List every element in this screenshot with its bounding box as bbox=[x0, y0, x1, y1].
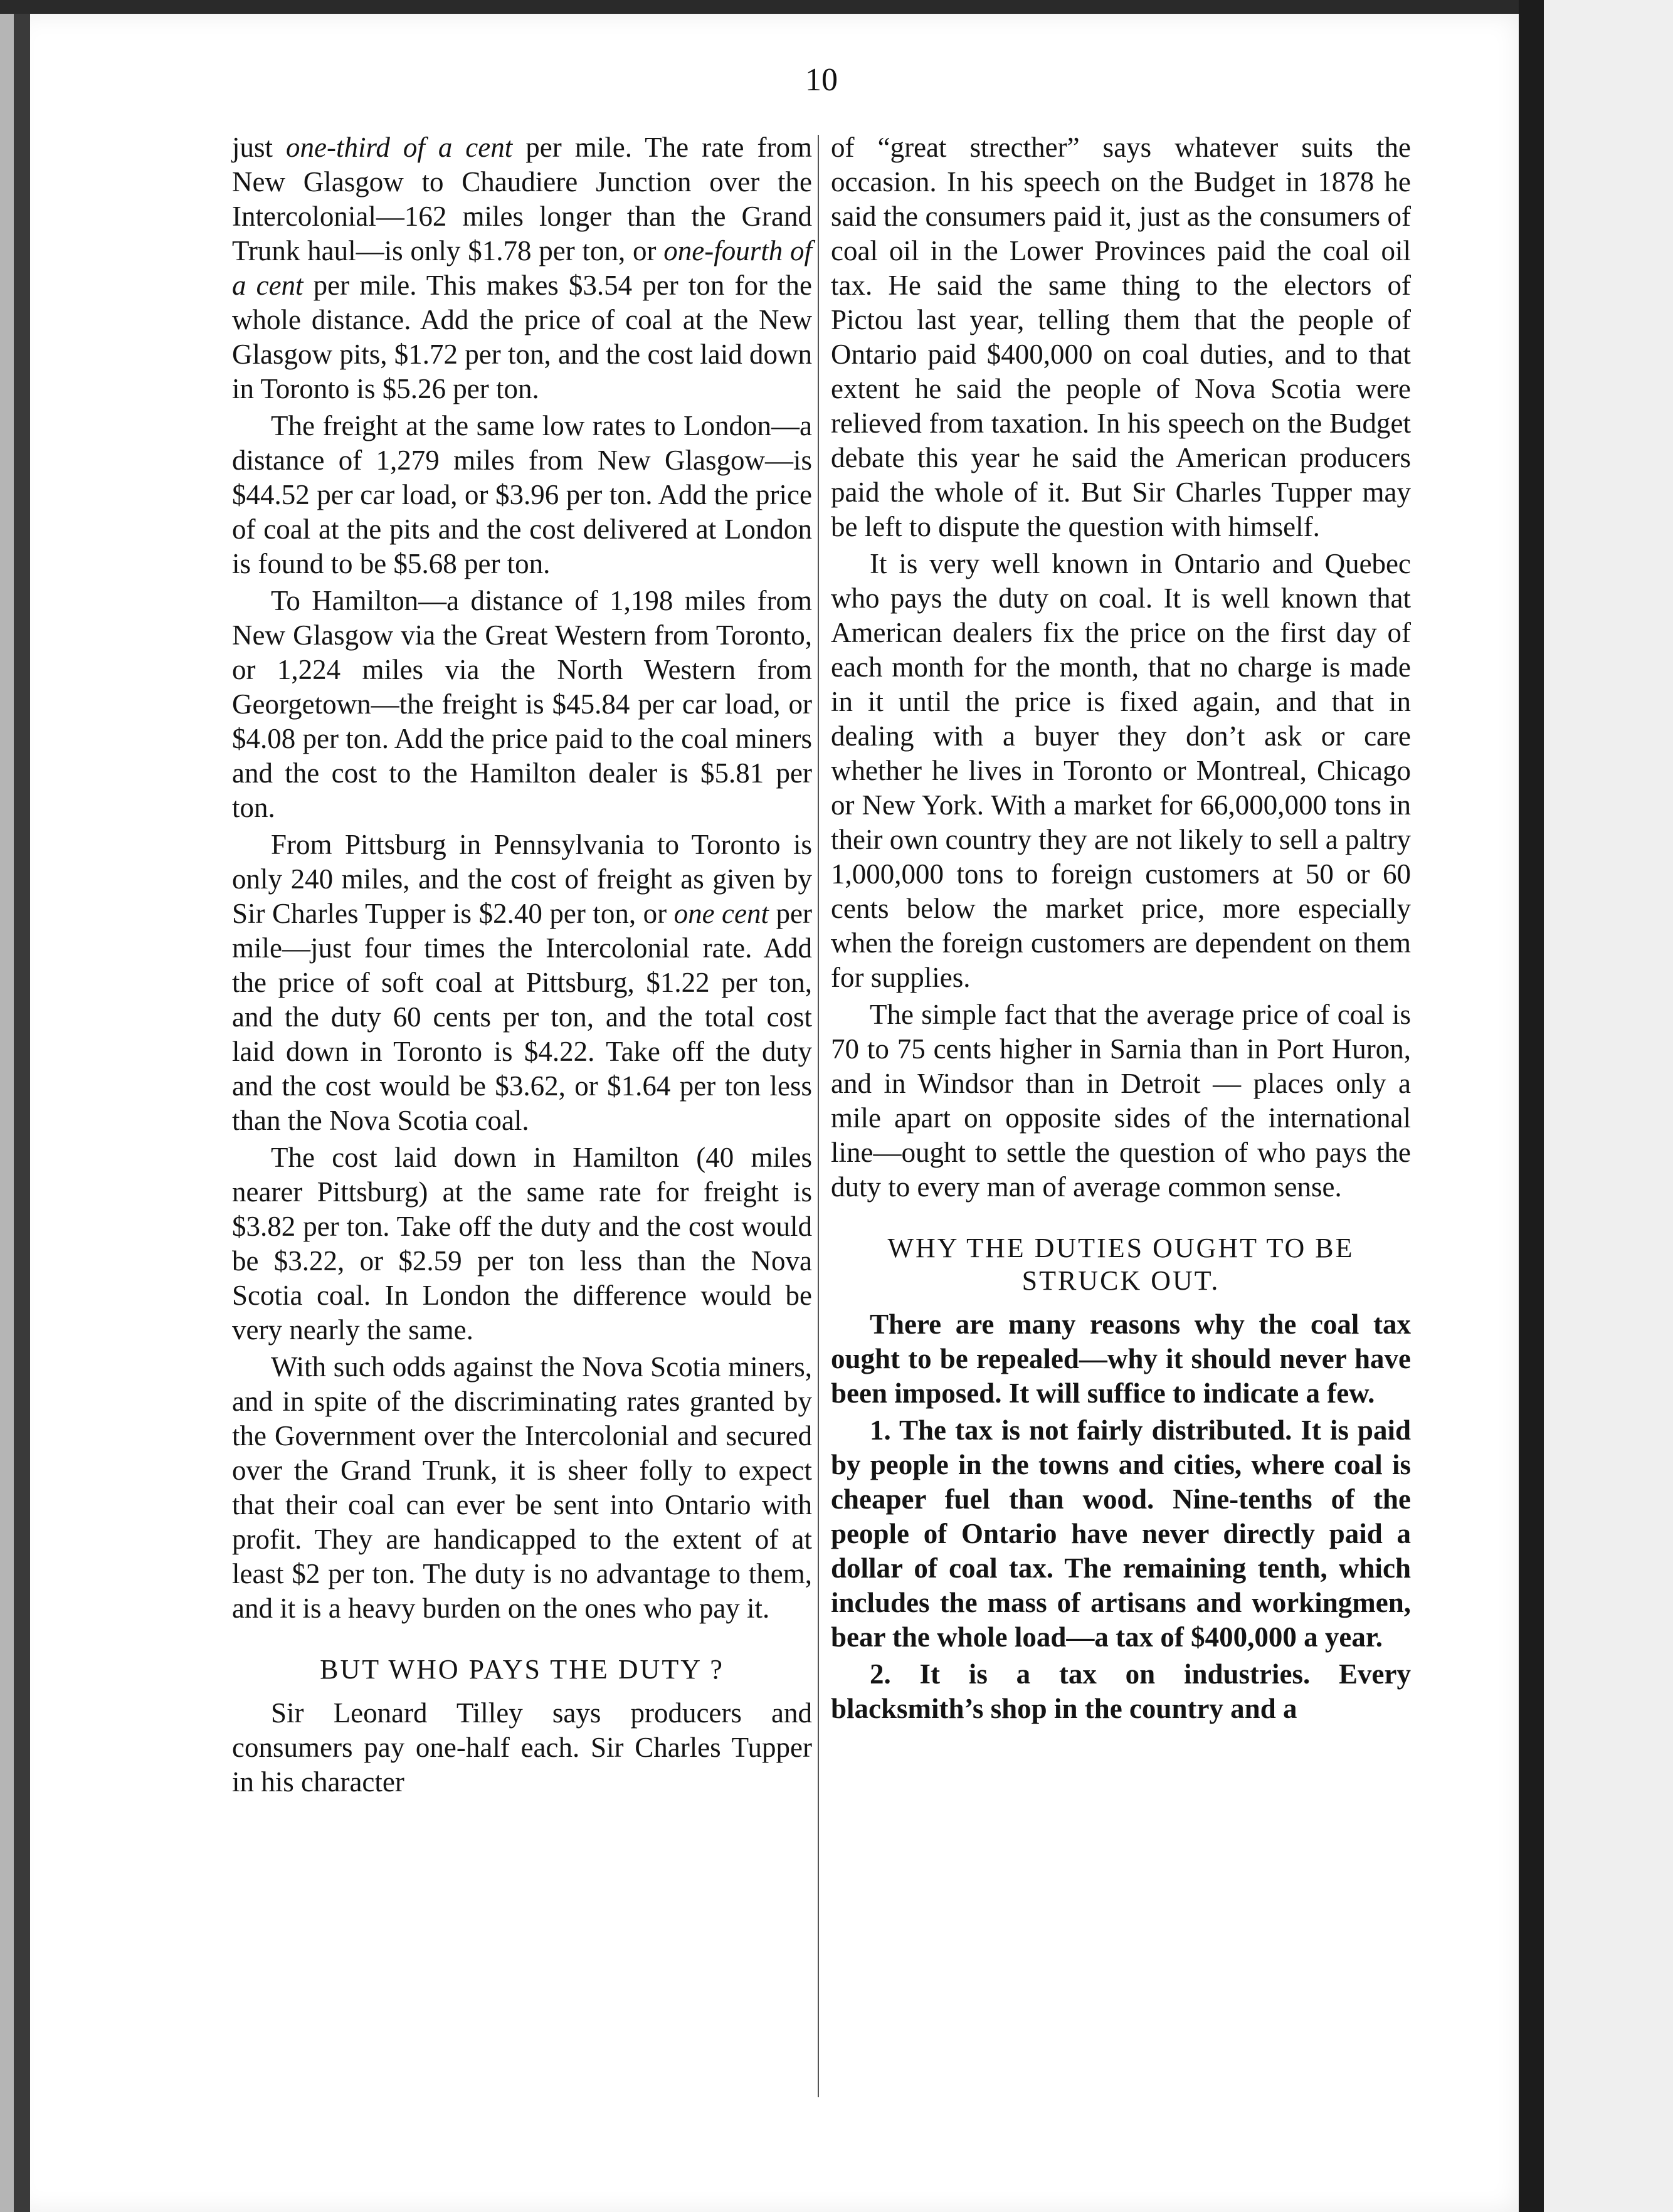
paragraph bbox=[232, 828, 812, 1138]
paragraph bbox=[831, 547, 1411, 995]
paragraph bbox=[232, 1350, 812, 1626]
left-column bbox=[232, 130, 812, 1799]
text-run: 2. It is a tax on industries. Every blacksmith’s shop in the country and a bbox=[831, 1658, 1411, 1724]
text-run: There are many reasons why the coal tax ought to be repealed—why it should never have been imposed. It will suffice to indicate a few. bbox=[831, 1309, 1411, 1409]
right-column bbox=[831, 130, 1411, 1726]
text-run: The cost laid down in Hamilton (40 miles nearer Pittsburg) at the same rate for freight is $3.82 per ton. Take off the duty and the cost would be $3.22, or $2.59 per ton less than the Nova Scotia coal. In London the difference would be very nearly the same. bbox=[232, 1142, 812, 1346]
column-divider bbox=[818, 135, 819, 2097]
page-number: 10 bbox=[805, 62, 838, 98]
binding-gutter bbox=[1519, 0, 1544, 2212]
text-run: just bbox=[232, 132, 287, 163]
left-column-body bbox=[232, 130, 812, 1626]
paragraph bbox=[232, 1696, 812, 1799]
text-run: of “great strecther” says whatever suits the occasion. In his speech on the Budget in 1878 he said the consumers paid it, just as the consumers of coal oil in the Lower Provinces paid the coal oil tax. He said the same thing to the electors of Pictou last year, telling them that the people of Ontario paid $400,000 on coal duties, and to that extent he said the people of Nova Scotia were relieved from taxation. In his speech on the Budget debate this year he said the American producers paid the whole of it. But Sir Charles Tupper may be left to dispute the question with himself. bbox=[831, 132, 1411, 542]
right-column-body bbox=[831, 130, 1411, 1204]
text-run: It is very well known in Ontario and Quebec who pays the duty on coal. It is well known that American dealers fix the price on the first day of each month for the month, that no charge is made in it until the price is fixed again, and that in dealing with a buyer they don’t ask or care whether he lives in Toronto or Montreal, Chicago or New York. With a market for 66,000,000 tons in their own country they are not likely to sell a paltry 1,000,000 tons to foreign customers at 50 or 60 cents below the market price, more especially when the foreign customers are dependent on them for supplies. bbox=[831, 548, 1411, 993]
text-run: The freight at the same low rates to London—a distance of 1,279 miles from New Glasgow—is $44.52 per car load, or $3.96 per ton. Add the price of coal at the pits and the cost delivered at London is found to be $5.68 per ton. bbox=[232, 410, 812, 579]
section-heading-who-pays: BUT WHO PAYS THE DUTY ? bbox=[320, 1654, 724, 1685]
text-run: The simple fact that the average price of coal is 70 to 75 cents higher in Sarnia than in Port Huron, and in Windsor than in Detroit — places only a mile apart on opposite sides of the international line—ought to settle the question of who pays the duty to every man of average common sense. bbox=[831, 999, 1411, 1203]
text-run: per mile—just four times the Intercolonial rate. Add the price of soft coal at Pittsburg, $1.22 per ton, and the duty 60 cents per ton, and the total cost laid down in Toronto is $4.22. Take off the duty and the cost would be $3.62, or $1.64 per ton less than the Nova Scotia coal. bbox=[232, 898, 812, 1136]
paragraph bbox=[232, 409, 812, 581]
text-run: per mile. The rate from New Glasgow to Chaudiere Junction over the Intercolonial—162 miles longer than the Grand Trunk haul—is only $1.78 per ton, or bbox=[232, 132, 812, 266]
text-run: With such odds against the Nova Scotia miners, and in spite of the discriminating rates granted by the Government over the Intercolonial and secured over the Grand Trunk, it is sheer folly to expect that their coal can ever be sent into Ontario with profit. They are handicapped to the extent of at least $2 per ton. The duty is no advantage to them, and it is a heavy burden on the ones who pay it. bbox=[232, 1351, 812, 1624]
paragraph bbox=[831, 1307, 1411, 1411]
scan-border bbox=[0, 0, 1673, 14]
left-column-after-heading bbox=[232, 1696, 812, 1799]
section-heading-why-struck-out: WHY THE DUTIES OUGHT TO BE STRUCK OUT. bbox=[887, 1233, 1354, 1296]
paragraph bbox=[831, 1413, 1411, 1655]
right-column-after-heading bbox=[831, 1307, 1411, 1726]
paragraph bbox=[232, 584, 812, 825]
adjacent-page-edge bbox=[1544, 0, 1673, 2212]
text-run: To Hamilton—a distance of 1,198 miles from New Glasgow via the Great Western from Toronto, or 1,224 miles via the North Western from Georgetown—the freight is $45.84 per car load, or $4.08 per ton. Add the price paid to the coal miners and the cost to the Hamilton dealer is $5.81 per ton. bbox=[232, 585, 812, 823]
text-run: From Pittsburg in Pennsylvania to Toronto is only 240 miles, and the cost of freight as given by Sir Charles Tupper is $2.40 per ton, or bbox=[232, 829, 812, 929]
text-run: Sir Leonard Tilley says producers and consumers pay one-half each. Sir Charles Tupper in his character bbox=[232, 1697, 812, 1798]
page-shadow-edge bbox=[14, 14, 30, 2212]
text-run: per mile. This makes $3.54 per ton for the whole distance. Add the price of coal at the New Glasgow pits, $1.72 per ton, and the cost laid down in Toronto is $5.26 per ton. bbox=[232, 270, 813, 404]
italic-phrase: one cent bbox=[673, 898, 769, 929]
paragraph bbox=[232, 130, 812, 406]
paragraph bbox=[831, 130, 1411, 544]
paragraph bbox=[831, 998, 1411, 1204]
italic-phrase: one-fourth of a cent bbox=[232, 235, 812, 301]
text-run: 1. The tax is not fairly distributed. It is paid by people in the towns and cities, where coal is cheaper fuel than wood. Nine-tenths of the people of Ontario have never directly paid a dollar of coal tax. The remaining tenth, which includes the mass of artisans and workingmen, bear the whole load—a tax of $400,000 a year. bbox=[831, 1414, 1411, 1653]
paragraph bbox=[831, 1657, 1411, 1726]
paragraph bbox=[232, 1140, 812, 1347]
italic-phrase: one-third of a cent bbox=[286, 132, 513, 163]
